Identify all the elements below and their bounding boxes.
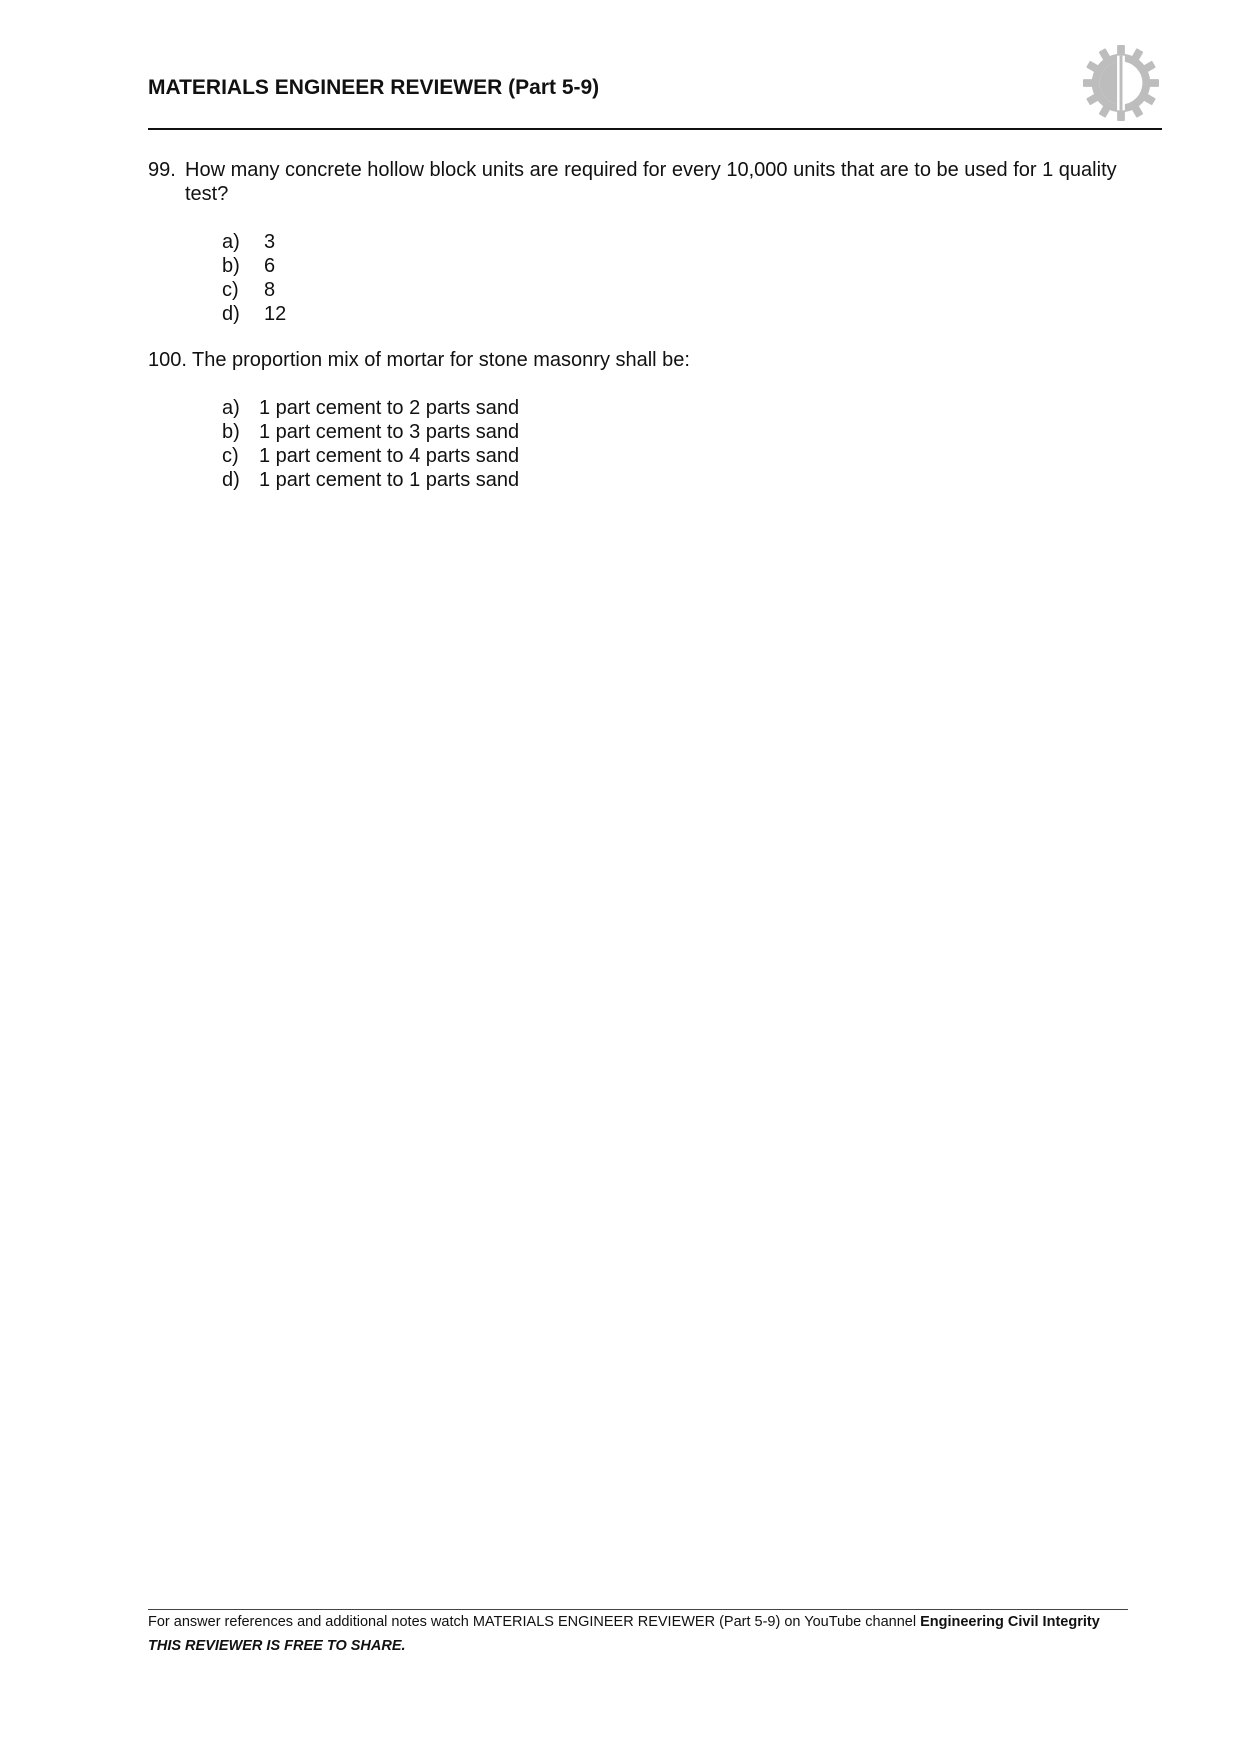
question-text bbox=[185, 158, 1240, 206]
option-letter: c) bbox=[222, 279, 239, 301]
question-text bbox=[192, 348, 1240, 372]
question-text-line: The proportion mix of mortar for stone masonry shall be: bbox=[192, 349, 690, 371]
question-text-line: test? bbox=[185, 183, 229, 205]
option-text: 1 part cement to 1 parts sand bbox=[259, 469, 520, 491]
option-letter: a) bbox=[222, 231, 240, 253]
header-divider bbox=[148, 128, 1162, 130]
option-letter: c) bbox=[222, 445, 239, 467]
option-text: 6 bbox=[264, 255, 276, 277]
option-text: 12 bbox=[264, 303, 287, 325]
page-title: MATERIALS ENGINEER REVIEWER (Part 5-9) bbox=[148, 76, 600, 99]
channel-name: Engineering Civil Integrity bbox=[920, 1614, 1100, 1630]
share-notice: THIS REVIEWER IS FREE TO SHARE. bbox=[148, 1638, 406, 1654]
question-text-line: How many concrete hollow block units are required for every 10,000 units that are to be used for 1 quality bbox=[185, 159, 1117, 181]
question-number: 100. bbox=[148, 349, 187, 371]
option-letter: b) bbox=[222, 421, 240, 443]
option-text: 3 bbox=[264, 231, 276, 253]
footer-divider bbox=[148, 1609, 1128, 1610]
option-text: 1 part cement to 3 parts sand bbox=[259, 421, 520, 443]
option-letter: b) bbox=[222, 255, 240, 277]
option-text: 1 part cement to 2 parts sand bbox=[259, 397, 520, 419]
option-letter: a) bbox=[222, 397, 240, 419]
option-letter: d) bbox=[222, 469, 240, 491]
footer-note bbox=[148, 1614, 1100, 1630]
option-text: 1 part cement to 4 parts sand bbox=[259, 445, 520, 467]
question-number: 99. bbox=[148, 159, 176, 181]
option-text: 8 bbox=[264, 279, 276, 301]
footer-note-text: For answer references and additional notes watch MATERIALS ENGINEER REVIEWER (Part 5-9) on YouTube channel bbox=[148, 1614, 921, 1630]
gear-logo-icon bbox=[1082, 44, 1160, 122]
option-letter: d) bbox=[222, 303, 240, 325]
